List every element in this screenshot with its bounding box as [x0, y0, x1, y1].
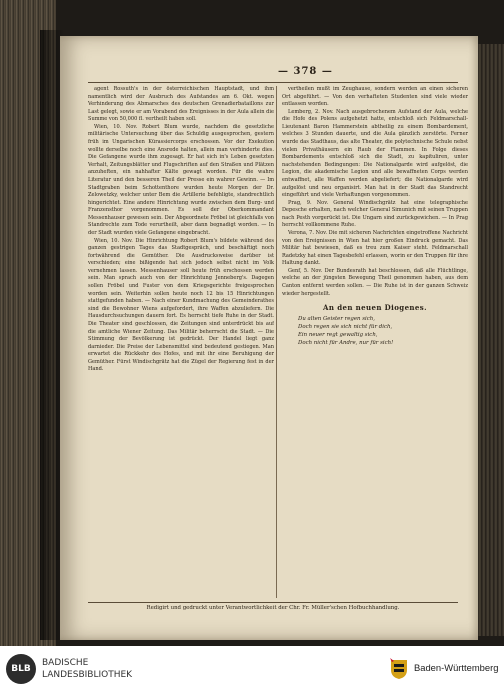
baden-wuerttemberg-lion-icon[interactable]	[388, 657, 410, 681]
right-column	[282, 86, 468, 598]
poem	[298, 315, 468, 347]
poem-line: Doch regen sie sich nicht für dich,	[298, 324, 393, 331]
blb-name[interactable]	[42, 657, 132, 681]
notice-title: An den neuen Diogenes.	[323, 303, 427, 313]
scanned-page	[60, 36, 478, 640]
top-rule	[88, 82, 458, 83]
left-paragraph: Wien, 10. Nov. Robert Blum wurde, nachdem die gesetzliche militärische Untersuchung über das Schuldig ausgesprochen, gestern früh im Ungarischen Kürassiercorps erschossen. Vor der Exekution wollte derselbe noch eine Ansrede halten, allein man verhinderte dies. Die Gefangene wurde ihm zugesagt. Er hat sich in's Leben gesetzten Verhalt, Zeitungsblätter und Flugschriften auf den Straßen und Plätzen anzuheften, ein nahhafter Kälte gewagt worden. Für die wahre Literatur und den besseren Theil der Presse ein wahrer Gewinn. — Im Stadtgraben beim Schottenthore wurden heute Morgen der Dr. Zelowetzky, welcher unter Bem die Artillerie befehligte, standrechtlich hingerichtet. Eine andere Hinrichtung wurde zwischen dem Burg- und Franzensthor vorgenommen. Es soll der Oberkommandant Messenhauser gewesen sein. Der Abgeordnete Fröbel ist gleichfalls von Standrechte zum Tode verurtheilt, aber dann begnadigt worden. — In der Stadt wurden viele Gefangene eingebracht.	[88, 123, 274, 236]
bottom-rule	[88, 602, 458, 603]
right-paragraph: vertheilen mußt im Zeughause, sondern werden an einen sicheren Ort abgeführt. — Von den verhafteten Studenten sind viele wieder entlassen worden.	[282, 86, 468, 108]
column-divider	[276, 86, 277, 598]
page-number: — 378 —	[278, 66, 333, 77]
poem-line: Du alten Geister regen sich,	[298, 316, 375, 323]
left-paragraph: Wien, 10. Nov. Die Hinrichtung Robert Blum's bildete während des ganzen gestrigen Tages das Stadtgespräch, und beschäftigt noch fortwährend die Gemüther. Die Ausdrucksweise darüber ist verschieden; eine bißigende hat sich jedoch selbst nicht im Volk vernehmen lassen. Messenhauser soll heute früh erschossen werden sein. Man sprach auch von der Hinrichtung Jenneberg's. Dagegen sollen Fröbel und Fuster von dem Kriegsgerichte freigesprochen worden sein. Weiterhin sollen heute noch 12 bis 15 Hinrichtungen stattgefunden haben. — Nach einer Kundmachung des Gemeinderathes sind die Bewohner Wiens aufgefordert, ihre Waffen abzuliefern. Die Hausdurchsuchungen dauern fort. Es herrscht tiefe Ruhe in der Stadt. Die Theater sind geschlossen, die Zeitungen sind unterdrückt bis auf die amtliche Wiener Zeitung. Das Militär beherrscht die Stadt. — Die Stimmung der Bevölkerung ist gedrückt. Der Handel liegt ganz darnieder. Die Preise der Lebensmittel sind bedeutend gestiegen. Man erwartet die Rückkehr des Hofes, und mit ihr eine Beruhigung der Gemüther. Fürst Windischgrätz hat die Zügel der Regierung fest in der Hand.	[88, 237, 274, 373]
blb-name-line2: LANDESBIBLIOTHEK	[42, 670, 133, 680]
poem-line: Ein neuer regt gewaltig sich,	[298, 332, 378, 339]
right-paragraph: Genf, 5. Nov. Der Bundesrath hat beschlossen, daß alle Flüchtlinge, welche an der jüngsten Bewegung Theil genommen haben, aus dem Canton entfernt werden sollen. — Die Ruhe ist in der ganzen Schweiz wieder hergestellt.	[282, 267, 468, 297]
poem-line: Doch nicht für Andre, nur für sich!	[298, 340, 394, 347]
baden-wuerttemberg-label[interactable]: Baden-Württemberg	[414, 662, 499, 673]
page-edges	[478, 44, 504, 636]
library-banner	[0, 646, 504, 694]
blb-name-line1: BADISCHE	[42, 658, 89, 668]
imprint-footer: Redigirt und gedruckt unter Verantwortlichkeit der Chr. Fr. Müller'schen Hofbuchhandlung.	[146, 605, 400, 611]
right-paragraph: Verona, 7. Nov. Die mit sicheren Nachrichten eingetroffene Nachricht von den Ereignissen in Wien hat hier großen Eindruck gemacht. Das Militär hat bewiesen, daß es treu zum Kaiser steht. Feldmarschall Radetzky hat einen Tagesbefehl erlassen, worin er den Truppen für ihre Haltung dankt.	[282, 229, 468, 267]
right-paragraph: Lemberg, 2. Nov. Nach ausgebrochenem Aufstand der Aula, welche die Hofe des Polens aufgehetzt hatte, entschloß sich Feldmarschall-Lieutenant Baron Hammerstein abtheilig zu einem Bombardement, welches 3 Stunden dauerte, und die Aula gänzlich zerstörte. Ferner wurde das Stadthaus, das alte Theater, die polytechnische Schule nebst vielen Privathäusern ein Raub der Flammen. In Folge dieses Bombardements entschloß sich die Stadt, zu kapituliren, unter nachstehenden Bedingungen: Die Nationalgarde wird aufgelöst, die Legion, die akademische Legion und alle bewaffneten Corps werden entwaffnet, alle Waffen werden abgeliefert; die Nationalgarde wird aufgelöst und neu organisirt. Man hat in der Stadt das Standrecht eingeführt und viele Verhaftungen vorgenommen.	[282, 108, 468, 199]
left-paragraph: agent Rossuth's in der österreichischen Hauptstadt, und ihm namentlich wird der Ausbruch des Aufstandes am 6. Okt. wegen Verhinderung des Abmarsches des deutschen Grenadierbataillons zur Last gelegt, sowie er am Vorabend des Ereignisses in der Aula allein die Summe von 50,000 fl. vertheilt haben soll.	[88, 86, 274, 123]
right-paragraph: Prag, 9. Nov. General Windischgrätz hat eine telegraphische Depesche erhalten, nach welcher General Simunich mit seinen Truppen nach Pesth vorgerückt ist. Die Ungarn sind zurückgewichen. — In Prag herrscht vollkommene Ruhe.	[282, 199, 468, 229]
blb-logo[interactable]: BLB	[6, 654, 36, 684]
left-column	[88, 86, 274, 598]
